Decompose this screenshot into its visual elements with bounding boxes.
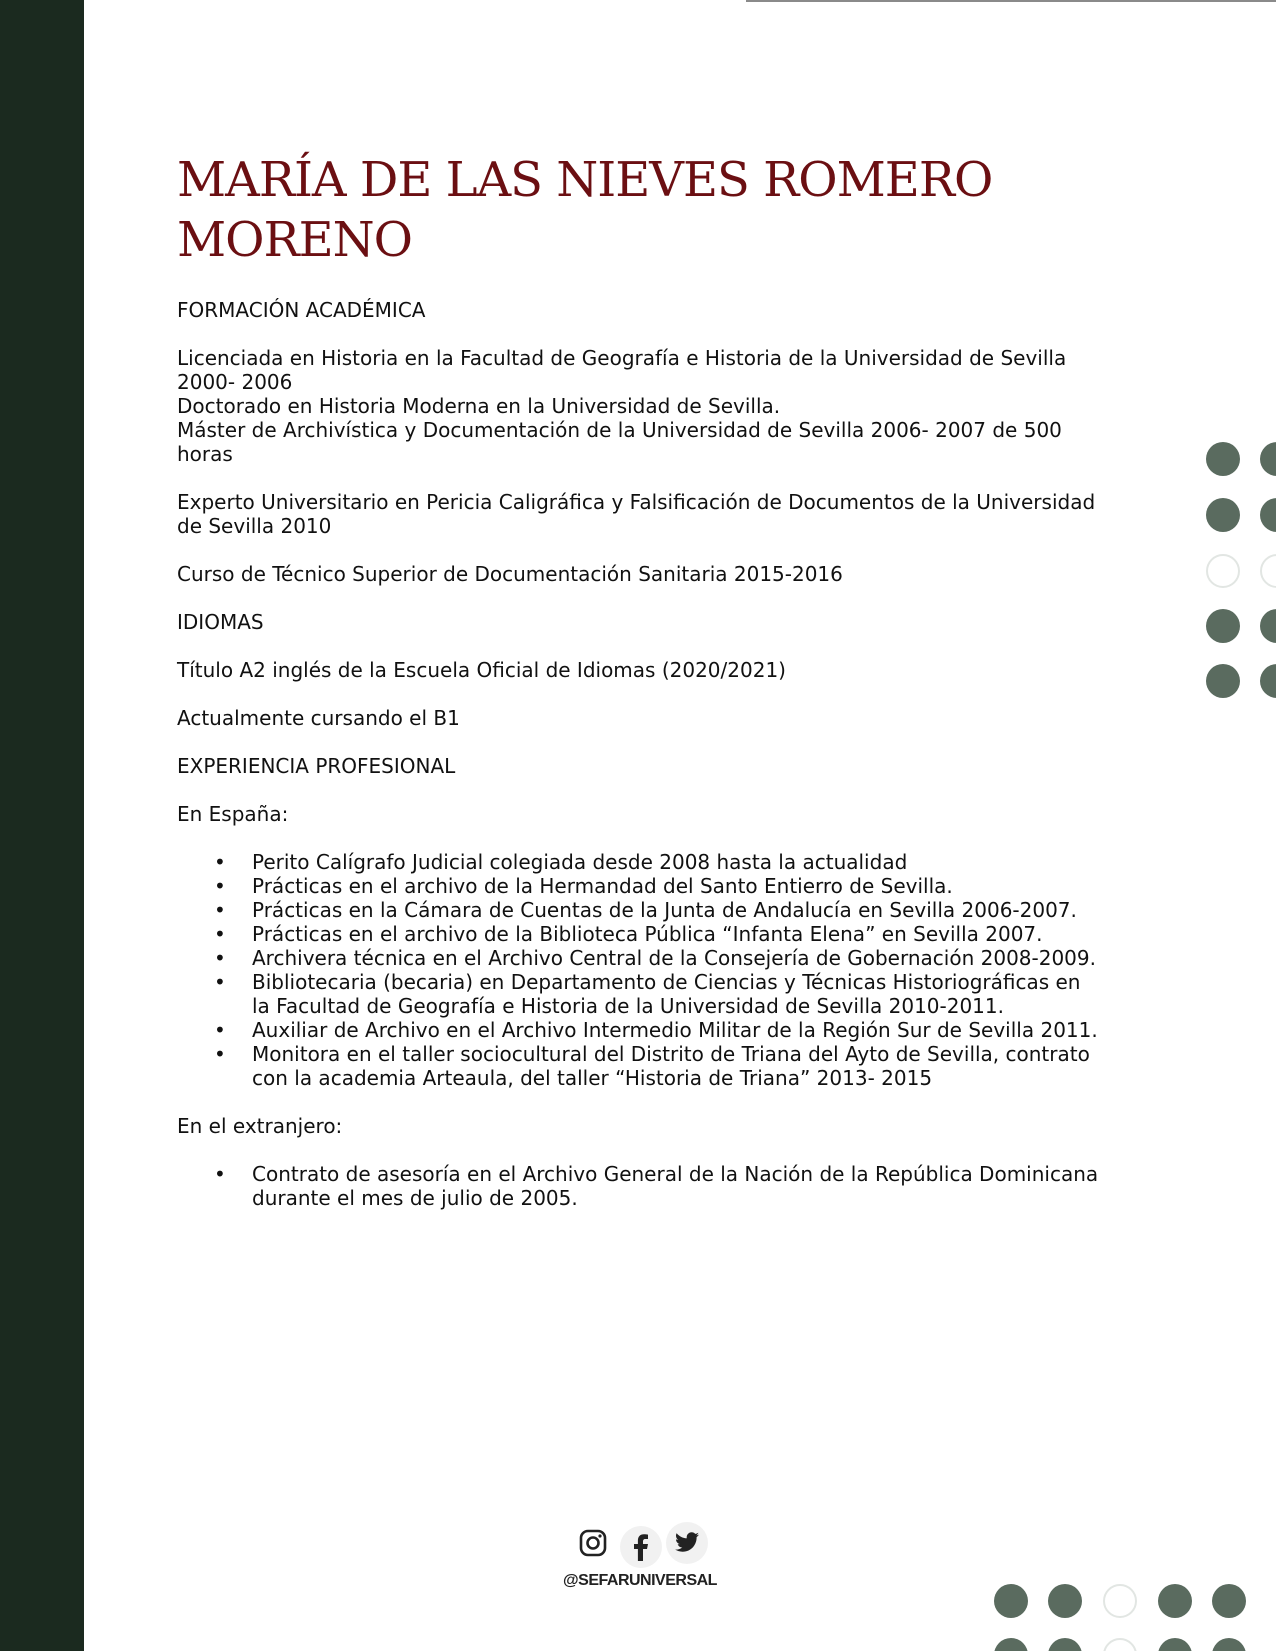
dot-decoration xyxy=(1206,664,1240,698)
decorative-dots-bottom xyxy=(994,1584,1276,1651)
experience-item xyxy=(177,922,1107,946)
dot-decoration xyxy=(1206,442,1240,476)
dot-decoration xyxy=(994,1584,1028,1618)
experience-item xyxy=(177,1042,1107,1090)
education-item-text: de Sevilla 2010 xyxy=(177,514,332,538)
experience-item-text: • Bibliotecaria (becaria) en Departamento de Ciencias y Técnicas Historiográficas en xyxy=(252,970,1081,994)
experience-spain-label: En España: xyxy=(177,802,289,826)
dot-decoration xyxy=(1260,554,1276,588)
social-footer xyxy=(560,1520,720,1600)
education-item-text: horas xyxy=(177,442,233,466)
person-name xyxy=(177,150,1107,270)
twitter-icon[interactable] xyxy=(666,1522,708,1564)
sidebar-band xyxy=(0,0,84,1651)
experience-title: EXPERIENCIA PROFESIONAL xyxy=(177,754,456,778)
experience-abroad-label: En el extranjero: xyxy=(177,1114,343,1138)
dot-decoration xyxy=(1158,1584,1192,1618)
languages-title: IDIOMAS xyxy=(177,610,264,634)
dot-decoration xyxy=(1260,609,1276,643)
dot-decoration xyxy=(1212,1638,1246,1651)
experience-item-text: durante el mes de julio de 2005. xyxy=(252,1186,578,1210)
experience-item-text: • Prácticas en el archivo de la Hermandad del Santo Entierro de Sevilla. xyxy=(252,874,953,898)
experience-item-text: la Facultad de Geografía e Historia de la Universidad de Sevilla 2010-2011. xyxy=(252,994,1004,1018)
person-name-line-1: MARÍA DE LAS NIEVES ROMERO xyxy=(177,152,993,208)
experience-item xyxy=(177,850,1107,874)
education-title: FORMACIÓN ACADÉMICA xyxy=(177,298,426,322)
experience-item-text: con la academia Arteaula, del taller “Historia de Triana” 2013- 2015 xyxy=(252,1066,933,1090)
dot-decoration xyxy=(1260,664,1276,698)
experience-spain-list xyxy=(177,850,1107,1090)
experience-item-text: • Monitora en el taller sociocultural del Distrito de Triana del Ayto de Sevilla, contrato xyxy=(252,1042,1090,1066)
experience-item-text: • Prácticas en la Cámara de Cuentas de la Junta de Andalucía en Sevilla 2006-2007. xyxy=(252,898,1077,922)
education-item-text: Doctorado en Historia Moderna en la Universidad de Sevilla. xyxy=(177,394,781,418)
cv-content xyxy=(177,150,1107,1210)
experience-abroad-list xyxy=(177,1162,1107,1210)
experience-item-text: • Prácticas en el archivo de la Biblioteca Pública “Infanta Elena” en Sevilla 2007. xyxy=(252,922,1043,946)
education-item-text: Máster de Archivística y Documentación de la Universidad de Sevilla 2006- 2007 de 500 xyxy=(177,418,1062,442)
person-name-line-2: MORENO xyxy=(177,212,413,268)
dot-decoration xyxy=(1260,442,1276,476)
experience-item xyxy=(177,1018,1107,1042)
experience-item xyxy=(177,1162,1107,1210)
experience-item xyxy=(177,874,1107,898)
education-item xyxy=(177,346,1107,466)
experience-item xyxy=(177,898,1107,922)
education-item-text: Experto Universitario en Pericia Caligráfica y Falsificación de Documentos de la Universidad xyxy=(177,490,1096,514)
languages-item: Título A2 inglés de la Escuela Oficial de Idiomas (2020/2021) xyxy=(177,658,786,682)
dot-decoration xyxy=(1206,609,1240,643)
dot-decoration xyxy=(994,1638,1028,1651)
education-item xyxy=(177,490,1107,538)
dot-decoration xyxy=(1158,1638,1192,1651)
experience-item-text: • Perito Calígrafo Judicial colegiada desde 2008 hasta la actualidad xyxy=(252,850,908,874)
dot-decoration xyxy=(1206,554,1240,588)
dot-decoration xyxy=(1048,1638,1082,1651)
education-item: Curso de Técnico Superior de Documentación Sanitaria 2015-2016 xyxy=(177,562,843,586)
education-item-text: Licenciada en Historia en la Facultad de Geografía e Historia de la Universidad de Sevilla xyxy=(177,346,1067,370)
dot-decoration xyxy=(1103,1638,1137,1651)
instagram-icon[interactable] xyxy=(572,1522,614,1564)
education-item-years: 2000- 2006 xyxy=(177,370,293,394)
dot-decoration xyxy=(1212,1584,1246,1618)
experience-item-text: • Archivera técnica en el Archivo Central de la Consejería de Gobernación 2008-2009. xyxy=(252,946,1096,970)
dot-decoration xyxy=(1260,498,1276,532)
top-rule xyxy=(746,0,1276,2)
dot-decoration xyxy=(1048,1584,1082,1618)
experience-item xyxy=(177,970,1107,1018)
social-handle: @SEFARUNIVERSAL xyxy=(563,1572,717,1589)
facebook-icon[interactable] xyxy=(620,1526,662,1568)
languages-item: Actualmente cursando el B1 xyxy=(177,706,460,730)
experience-item xyxy=(177,946,1107,970)
dot-decoration xyxy=(1103,1584,1137,1618)
dot-decoration xyxy=(1206,498,1240,532)
experience-item-text: • Contrato de asesoría en el Archivo General de la Nación de la República Dominicana xyxy=(252,1162,1099,1186)
experience-item-text: • Auxiliar de Archivo en el Archivo Intermedio Militar de la Región Sur de Sevilla 2011. xyxy=(252,1018,1098,1042)
